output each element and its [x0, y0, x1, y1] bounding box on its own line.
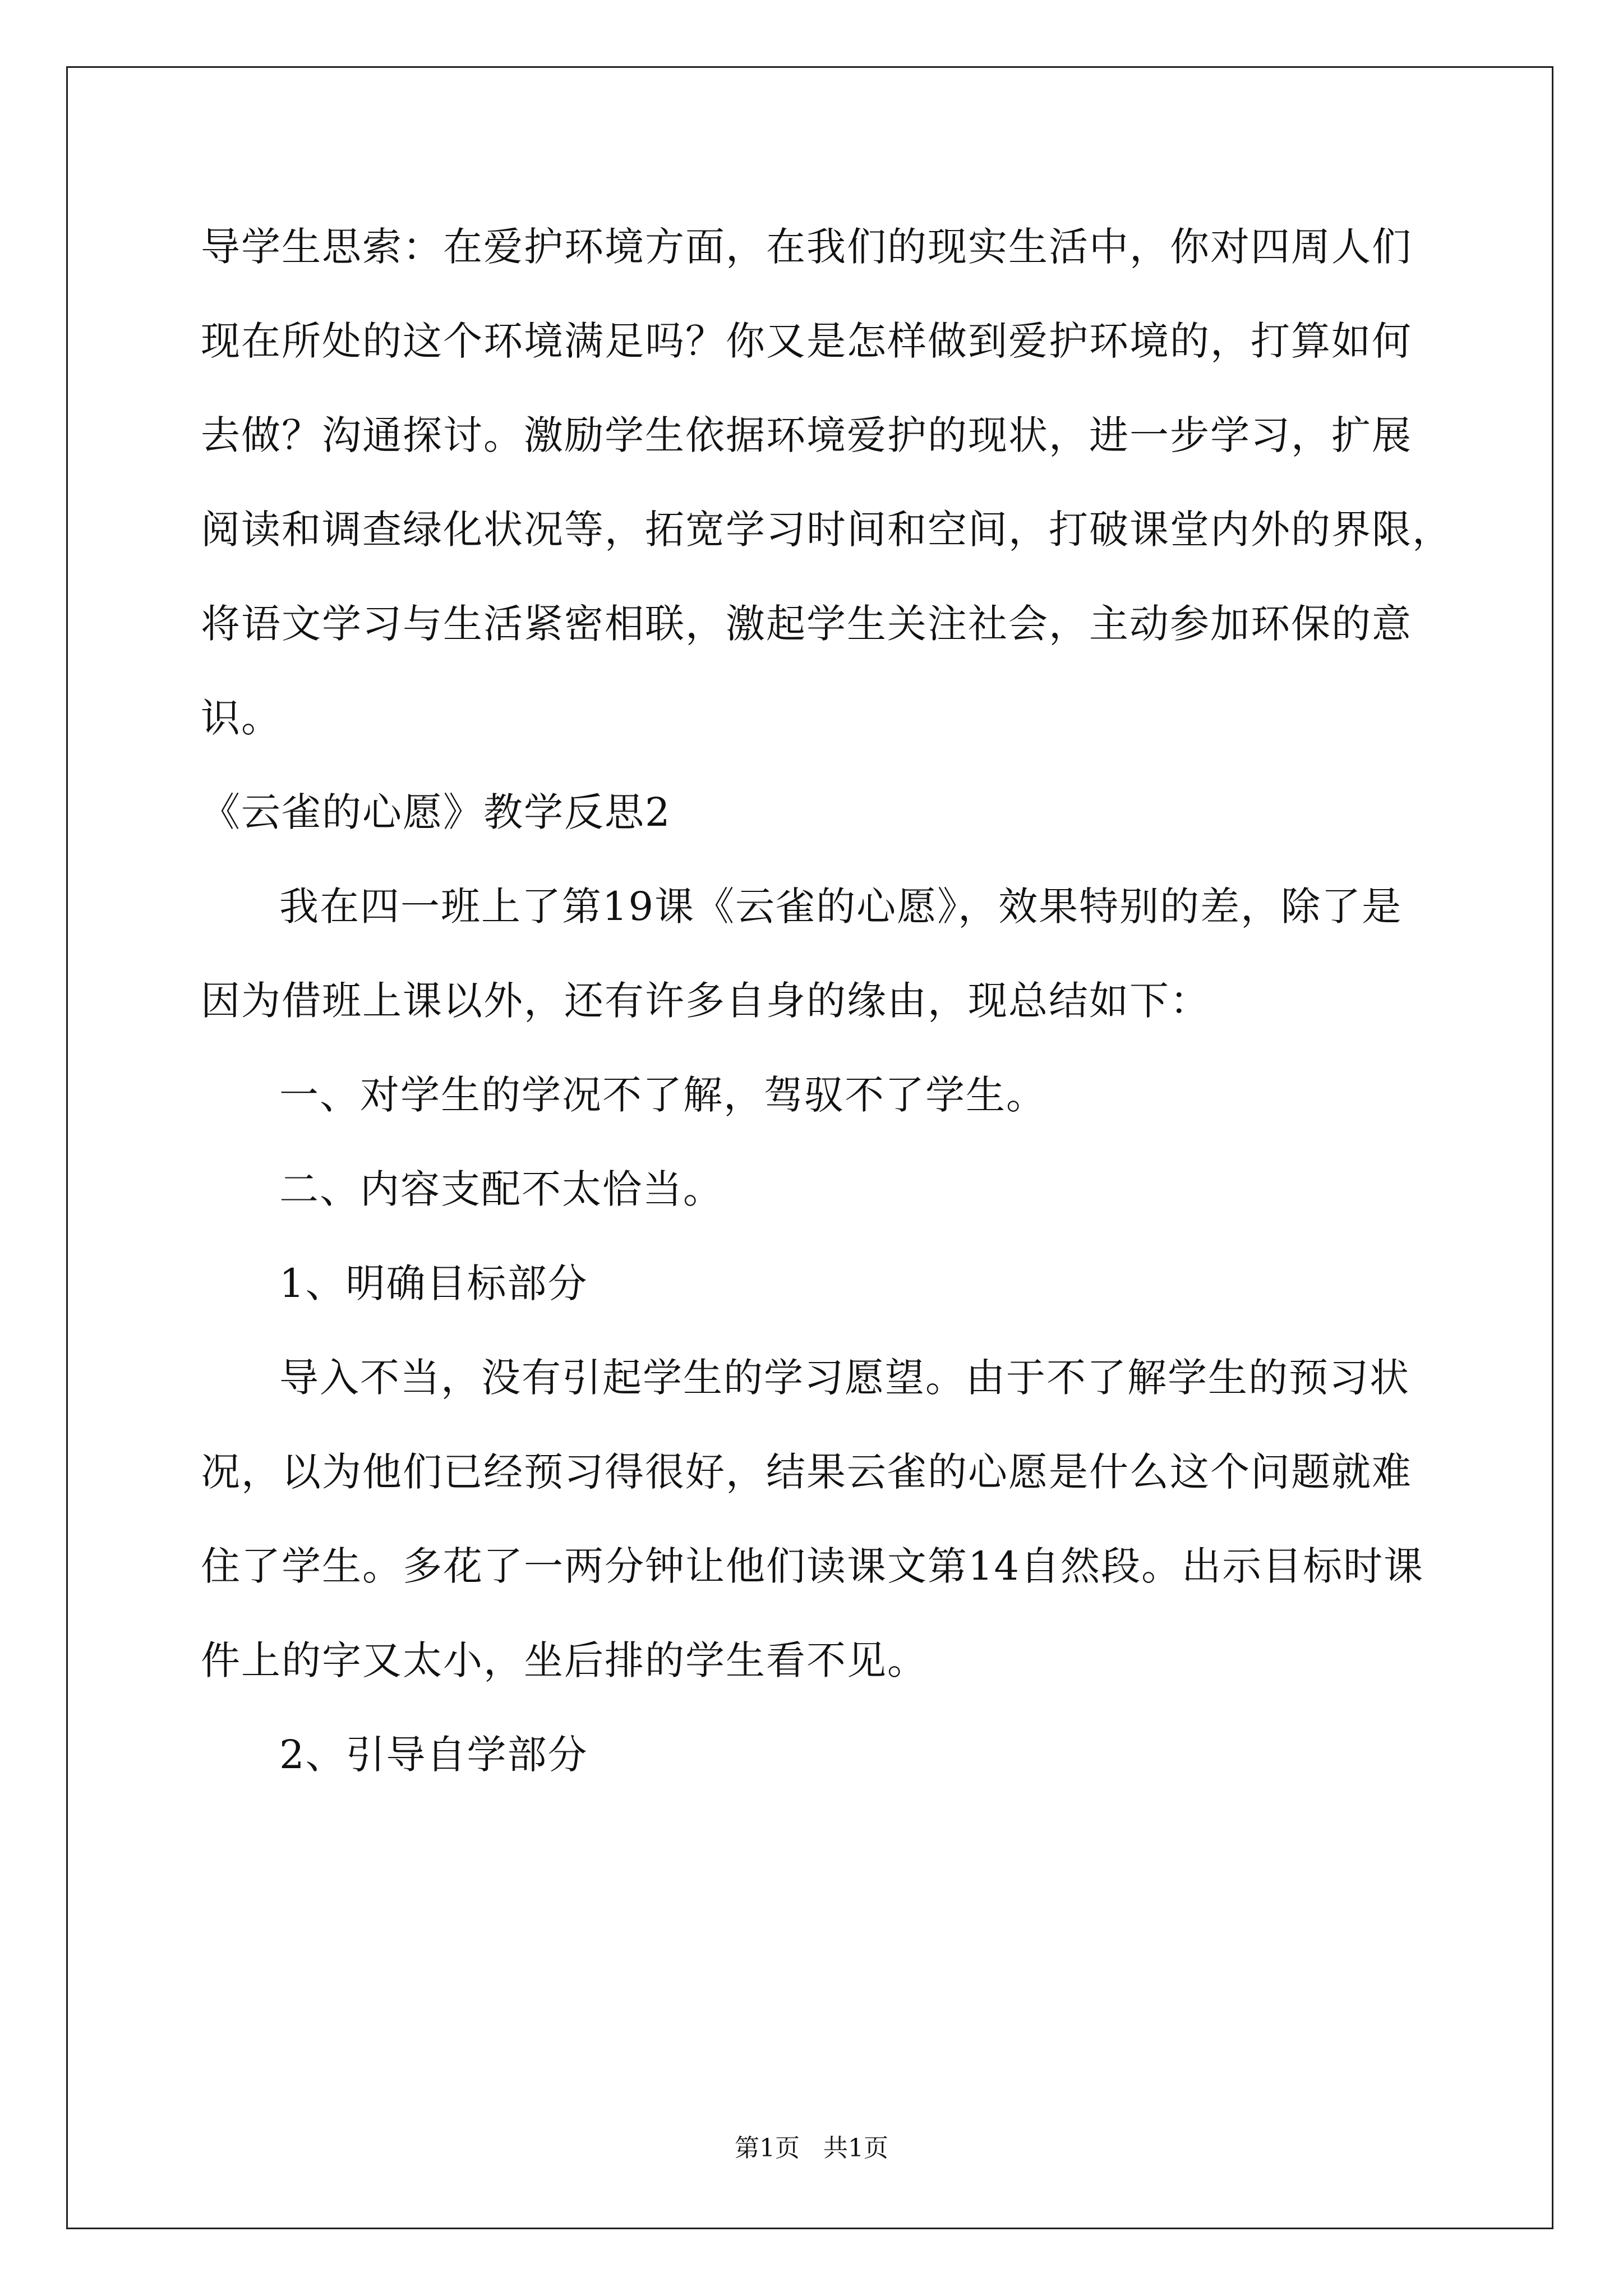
- page-border: [66, 66, 1553, 2229]
- paragraph-line: 导入不当，没有引起学生的学习愿望。由于不了解学生的预习状: [279, 1355, 1410, 1401]
- section-heading: 《云雀的心愿》教学反思2: [201, 789, 671, 835]
- paragraph-line: 将语文学习与生活紧密相联，激起学生关注社会，主动参加环保的意: [201, 601, 1412, 647]
- paragraph-line: 住了学生。多花了一两分钟让他们读课文第14自然段。出示目标时课: [201, 1543, 1424, 1589]
- list-item: 二、内容支配不太恰当。: [279, 1166, 723, 1212]
- page-footer: 第1页 共1页: [735, 2134, 888, 2162]
- paragraph-line: 我在四一班上了第19课《云雀的心愿》，效果特别的差，除了是: [279, 884, 1403, 930]
- subsection-heading: 2、引导自学部分: [279, 1732, 588, 1778]
- paragraph-line: 识。: [201, 695, 282, 741]
- paragraph-line: 因为借班上课以外，还有许多自身的缘由，现总结如下：: [201, 978, 1210, 1024]
- paragraph-line: 件上的字又太小，坐后排的学生看不见。: [201, 1637, 928, 1683]
- paragraph-line: 阅读和调查绿化状况等，拓宽学习时间和空间，打破课堂内外的界限，: [201, 507, 1453, 553]
- paragraph-line: 况，以为他们已经预习得很好，结果云雀的心愿是什么这个问题就难: [201, 1449, 1412, 1495]
- paragraph-line: 导学生思索：在爱护环境方面，在我们的现实生活中，你对四周人们: [201, 224, 1412, 270]
- list-item: 一、对学生的学况不了解，驾驭不了学生。: [279, 1072, 1046, 1118]
- paragraph-line: 现在所处的这个环境满足吗？你又是怎样做到爱护环境的，打算如何: [201, 318, 1412, 364]
- subsection-heading: 1、明确目标部分: [279, 1260, 588, 1306]
- paragraph-line: 去做？沟通探讨。激励学生依据环境爱护的现状，进一步学习，扩展: [201, 412, 1412, 458]
